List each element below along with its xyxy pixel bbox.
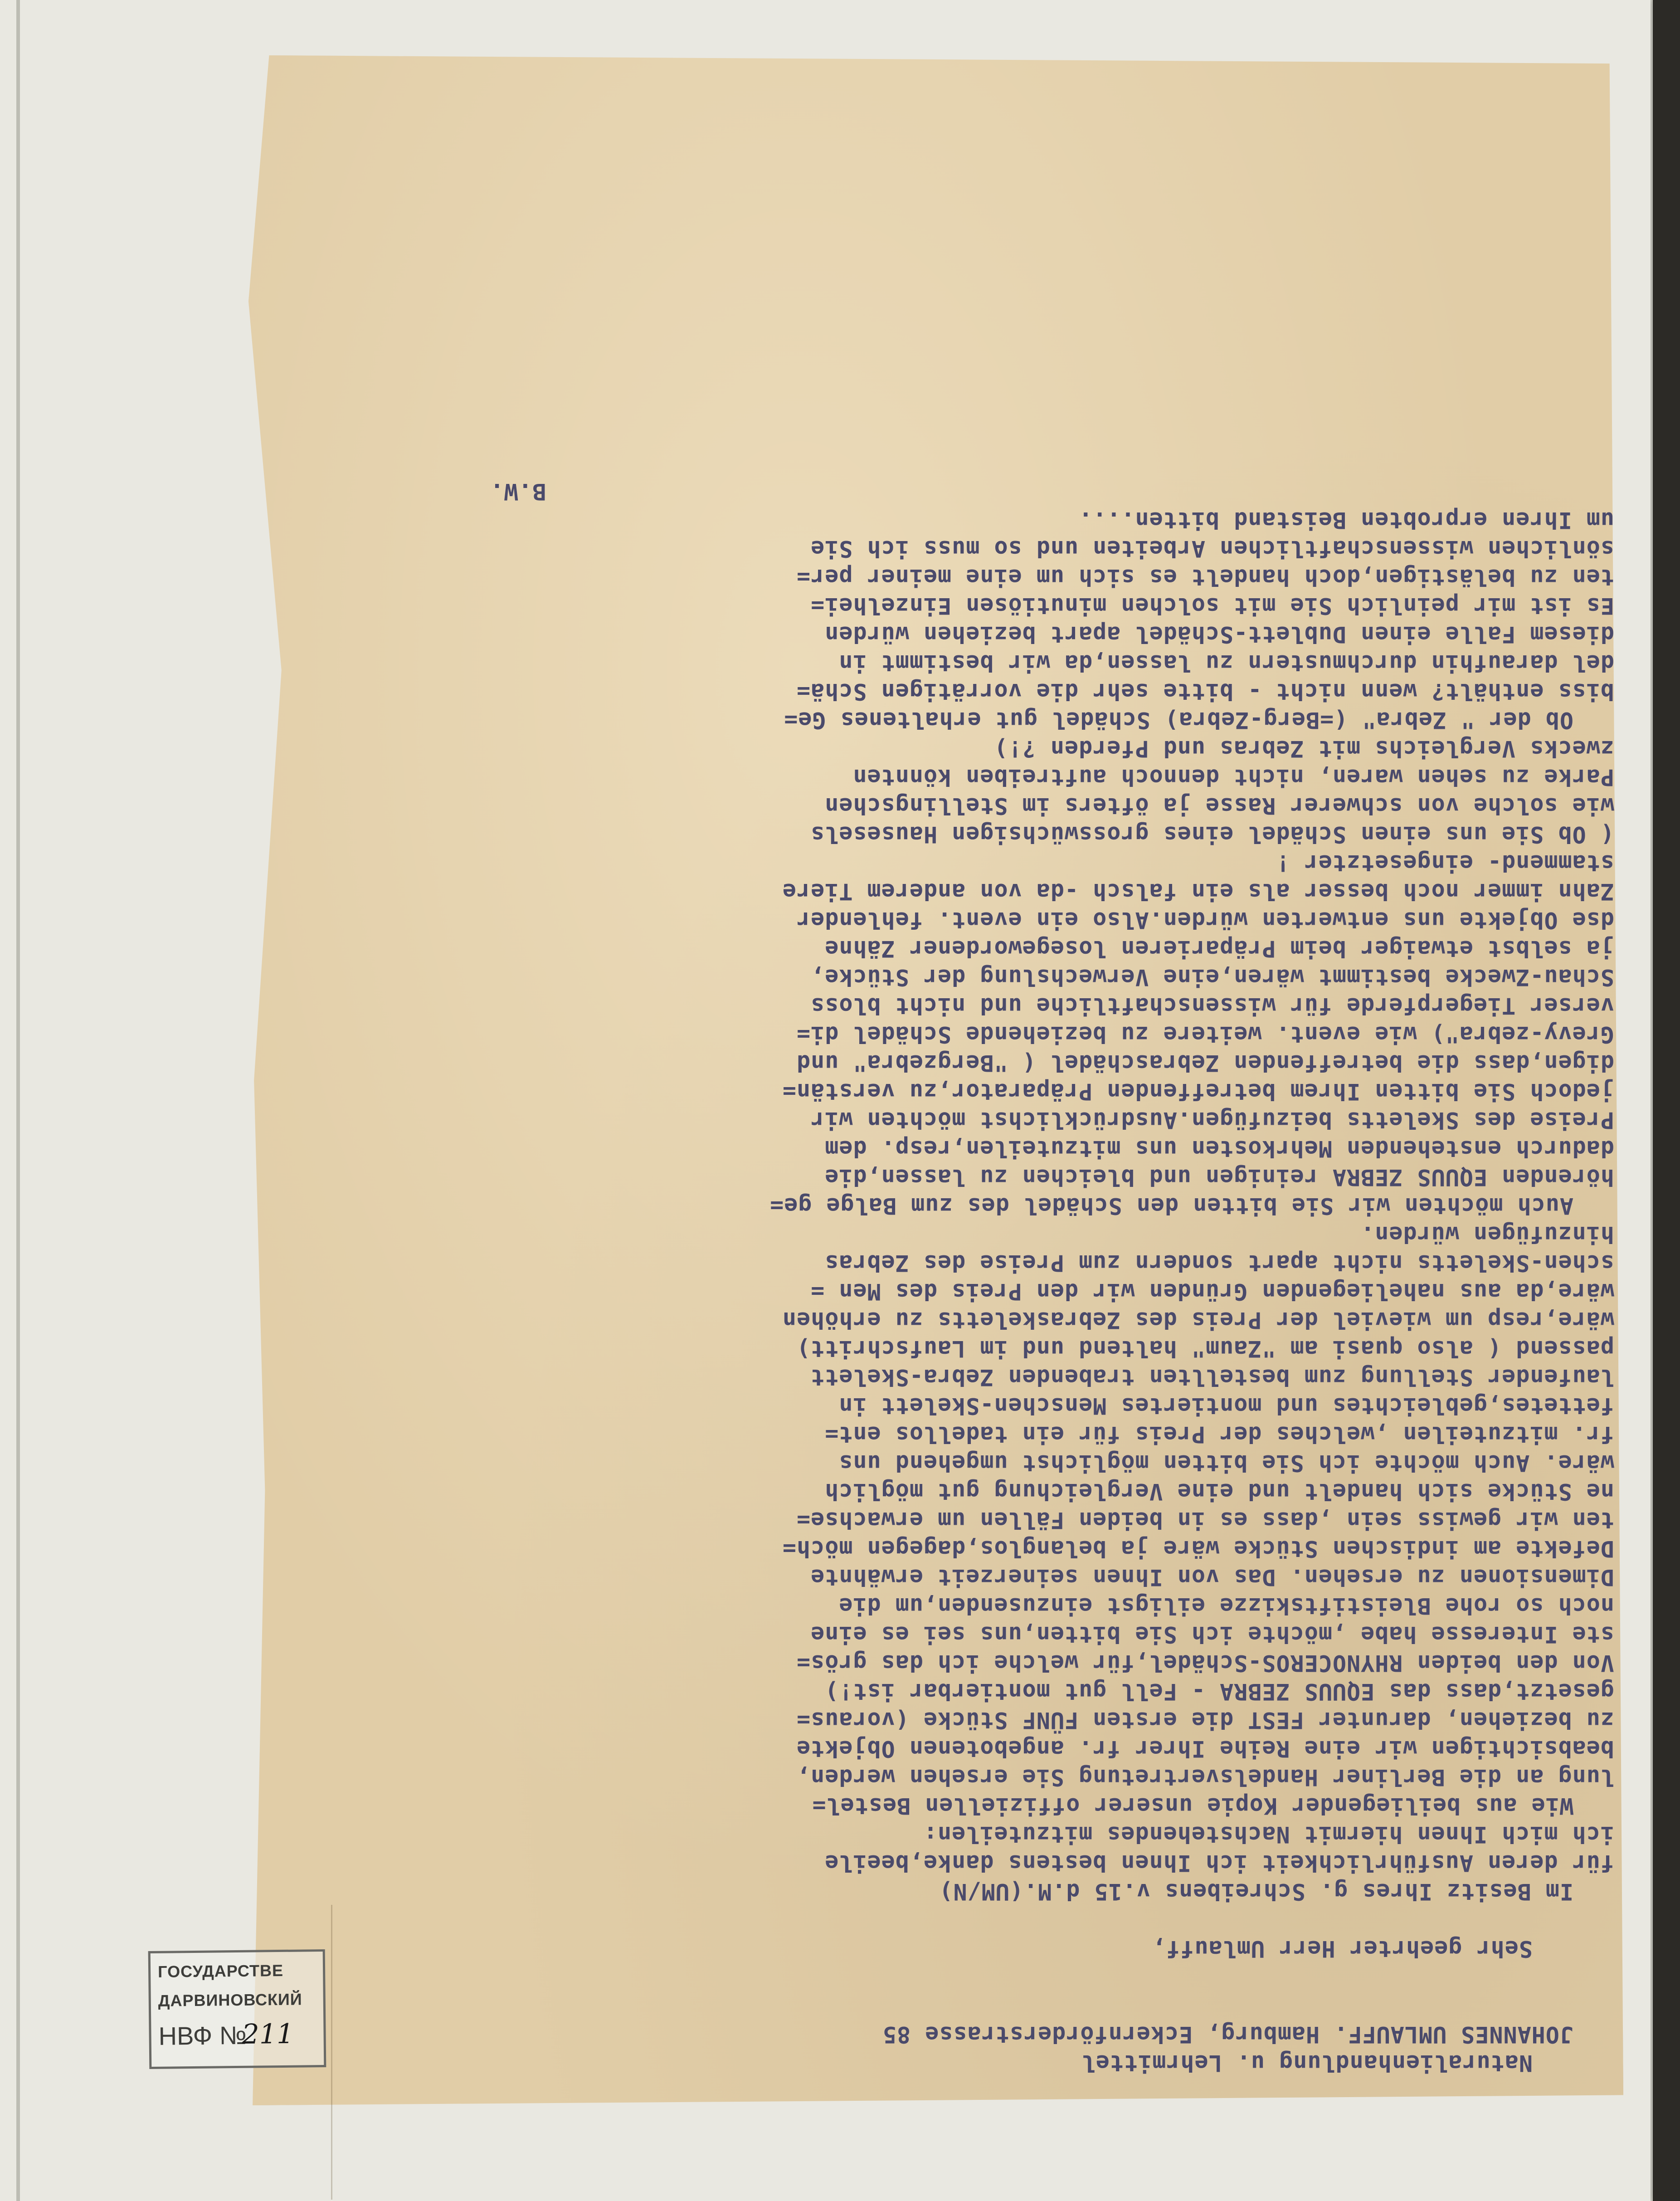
- body-line: gesetzt,dass das EQUUS ZEBRA - Fell gut montierbar ist!): [824, 1679, 1614, 1705]
- body-line: Grevy-zebra") wie event. weitere zu beziehende Schädel di=: [796, 1021, 1614, 1048]
- typewritten-letter: [281, 91, 1614, 2077]
- body-line: ja selbst etwaiger beim Präparieren losegewordener Zähne: [824, 936, 1614, 962]
- body-line: ste Interesse habe ,möchte ich Sie bitten,uns sei es eine: [810, 1621, 1614, 1648]
- body-line: passend ( also quasi am "Zaum" haltend und im Laufschritt): [796, 1336, 1614, 1362]
- body-line: Es ist mir peinlich Sie mit solchen minutiösen Einzelhei=: [810, 593, 1614, 619]
- letterhead-firm: Naturalienhandlung u. Lehrmittel: [1081, 2050, 1533, 2076]
- body-line: ne Stücke sich handelt und eine Vergleichung gut möglich: [824, 1479, 1614, 1505]
- body-line: ich mich Ihnen hiermit Nachstehendes mitzuteilen:: [923, 1821, 1614, 1848]
- body-line: fettetes,gebleichtes und montiertes Menschen-Skelett in: [838, 1393, 1614, 1419]
- stamp-institution-line2: ДАРВИНОВСКИЙ: [158, 1990, 302, 2010]
- body-line: lung an die Berliner Handelsvertretung Sie ersehen werden,: [796, 1764, 1614, 1791]
- body-line: zu beziehen, darunter FEST die ersten FÜNF Stücke (voraus=: [796, 1707, 1614, 1733]
- body-line: noch so rohe Bleistiftskizze eiligst einzusenden,um die: [838, 1593, 1614, 1619]
- body-line: Im Besitz Ihres g. Schreibens v.15 d.M.(UM/N): [939, 1879, 1573, 1905]
- body-line: digen,dass die betreffenden Zebraschädel ( "Bergzebra" und: [796, 1050, 1614, 1076]
- body-line: für deren Ausführlichkeit ich Ihnen bestens danke,beeile: [824, 1850, 1614, 1876]
- signature-initials: B.W.: [490, 478, 546, 505]
- body-line: ten wir gewiss sein ,dass es in beiden Fällen um erwachse=: [796, 1507, 1614, 1533]
- body-line: Dimensionen zu ersehen. Das von Ihnen seinerzeit erwähnte: [810, 1564, 1614, 1591]
- body-line: wie solche von schwerer Rasse ja öfters im Stellingschen: [824, 793, 1614, 819]
- page-edge: [16, 0, 20, 2201]
- stamp-fund-label: НВФ №: [158, 2020, 247, 2050]
- scanner-border: [1653, 0, 1680, 2201]
- body-line: Preise des Skeletts beizufügen.Ausdrücklichst möchten wir: [810, 1107, 1614, 1133]
- body-line: dadurch enstehenden Mehrkosten uns mitzuteilen,resp. dem: [824, 1136, 1614, 1162]
- body-line: hinzufügen würden.: [1360, 1221, 1614, 1248]
- body-line: dse Objekte uns entwerten würden.Also ein event. fehlender: [796, 907, 1614, 933]
- body-line: wäre,da aus naheliegenden Gründen wir den Preis des Men =: [810, 1279, 1614, 1305]
- body-line: biss enthält? wenn nicht - bitte sehr die vorrätigen Schä=: [796, 678, 1614, 705]
- body-line: sönlichen wissenschaftlichen Arbeiten und so muss ich Sie: [810, 536, 1614, 562]
- body-line: Ob der " Zebra" (=Berg-Zebra) Schädel gut erhaltenes Ge=: [784, 707, 1573, 733]
- body-line: Zahn immer noch besser als ein falsch -da von anderem Tiere: [782, 878, 1614, 905]
- body-line: Schau-Zwecke bestimmt wären,eine Verwechslung der Stücke,: [810, 964, 1614, 991]
- body-line: laufender Stellung zum bestellten trabenden Zebra-Skelett: [810, 1364, 1614, 1391]
- stamp-fund-number: 211: [242, 2018, 294, 2050]
- salutation: Sehr geehrter Herr Umlauff,: [1152, 1936, 1533, 1962]
- body-line: Defekte am indischen Stücke wäre ja belanglos,dagegen möch=: [782, 1536, 1614, 1562]
- body-line: wäre,resp um wieviel der Preis des Zebraskeletts zu erhöhen: [782, 1307, 1614, 1333]
- body-line: diesem Falle einen Dublett-Schädel apart beziehen würden: [824, 621, 1614, 648]
- archive-stamp: [148, 1949, 326, 2069]
- body-line: verser Tiegerpferde für wissenschaftliche und nicht bloss: [810, 993, 1614, 1019]
- body-line: stammend- eingesetzter !: [1276, 850, 1614, 876]
- body-line: um Ihren erprobten Beistand bitten....: [1078, 507, 1614, 533]
- body-line: jedoch Sie bitten Ihrem betreffenden Präparator,zu verstän=: [782, 1079, 1614, 1105]
- stamp-institution-line1: ГОСУДАРСТВЕ: [157, 1961, 284, 1981]
- body-line: fr. mitzuteilen ,welches der Preis für ein tadellos ent=: [824, 1421, 1614, 1448]
- body-line: del daraufhin durchmustern zu lassen,da wir bestimmt in: [838, 650, 1614, 676]
- body-line: hörenden EQUUS ZEBRA reinigen und bleichen zu lassen,die: [824, 1164, 1614, 1191]
- body-line: ten zu belästigen,doch handelt es sich um eine meiner per=: [796, 564, 1614, 591]
- body-line: Wie aus beiliegender Kopie unserer offiziellen Bestel=: [812, 1793, 1573, 1819]
- body-line: Auch möchten wir Sie bitten den Schädel des zum Balge ge=: [769, 1193, 1573, 1219]
- body-line: wäre. Auch möchte ich Sie bitten möglichst umgehend uns: [838, 1450, 1614, 1476]
- body-line: schen-Skeletts nicht apart sondern zum Preise des Zebras: [824, 1250, 1614, 1276]
- body-line: Von den beiden RHYNOCEROS-Schädel,für welche ich das grös=: [796, 1650, 1614, 1676]
- body-line: beabsichtigen wir eine Reihe Ihrer fr. angebotenen Objekte: [796, 1736, 1614, 1762]
- body-line: zwecks Vergleichs mit Zebras und Pferden ?!): [993, 736, 1614, 762]
- letterhead-address: JOHANNES UMLAUFF. Hamburg, Eckernförderstrasse 85: [882, 2021, 1573, 2048]
- body-line: ( Ob Sie uns einen Schädel eines grosswüchsigen Hausesels: [810, 821, 1614, 848]
- body-line: Parke zu sehen waren, nicht dennoch auftreiben könnten: [852, 764, 1614, 791]
